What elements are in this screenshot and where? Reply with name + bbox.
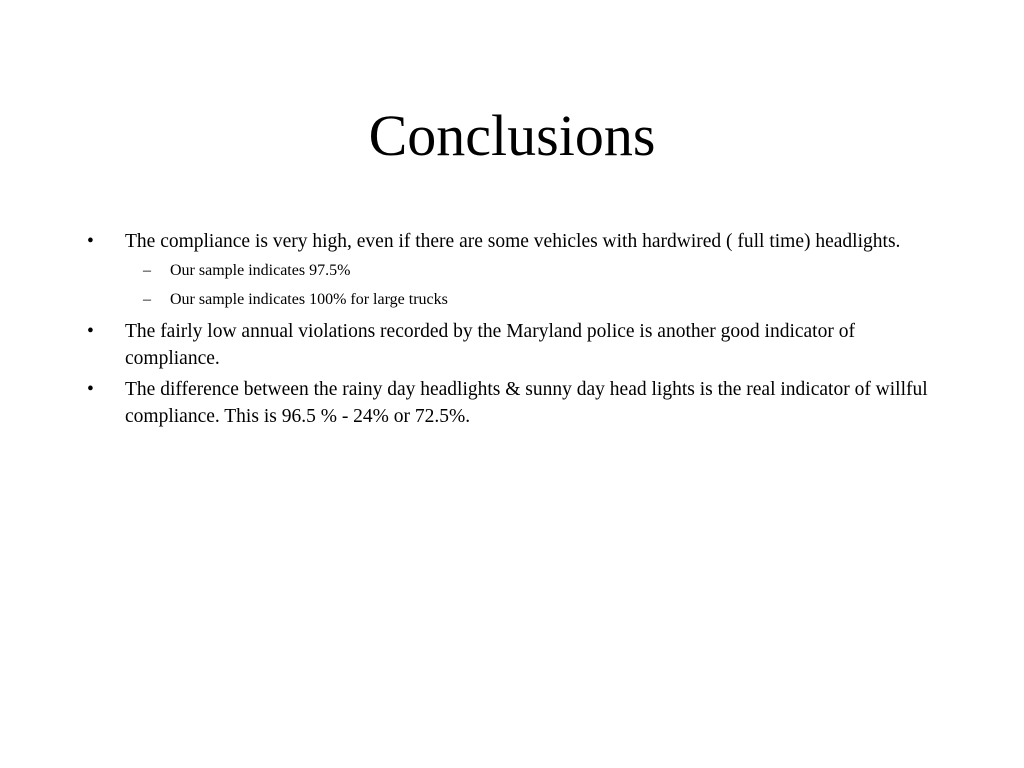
sub-bullet-text: Our sample indicates 97.5%: [170, 262, 351, 279]
bullet-item: [80, 376, 950, 430]
slide-title: Conclusions: [368, 103, 656, 168]
bullet-marker: •: [87, 321, 94, 342]
bullet-text: The fairly low annual violations recorded by the Maryland police is another good indicator of compliance.: [125, 321, 855, 369]
bullet-item: [80, 228, 950, 255]
sub-bullet-marker: –: [143, 262, 151, 279]
bullet-item: [80, 318, 950, 372]
bullet-text: The difference between the rainy day headlights & sunny day head lights is the real indicator of willful compliance. This is 96.5 % - 24% or 72.5%.: [125, 379, 928, 427]
sub-bullet-item: [80, 260, 950, 282]
sub-bullet-item: [80, 289, 950, 311]
sub-bullet-marker: –: [143, 291, 151, 308]
bullet-list: [80, 228, 950, 434]
sub-bullet-text: Our sample indicates 100% for large trucks: [170, 291, 448, 308]
bullet-marker: •: [87, 379, 94, 400]
bullet-text: The compliance is very high, even if there are some vehicles with hardwired ( full time) headlights.: [125, 231, 901, 252]
bullet-marker: •: [87, 231, 94, 252]
